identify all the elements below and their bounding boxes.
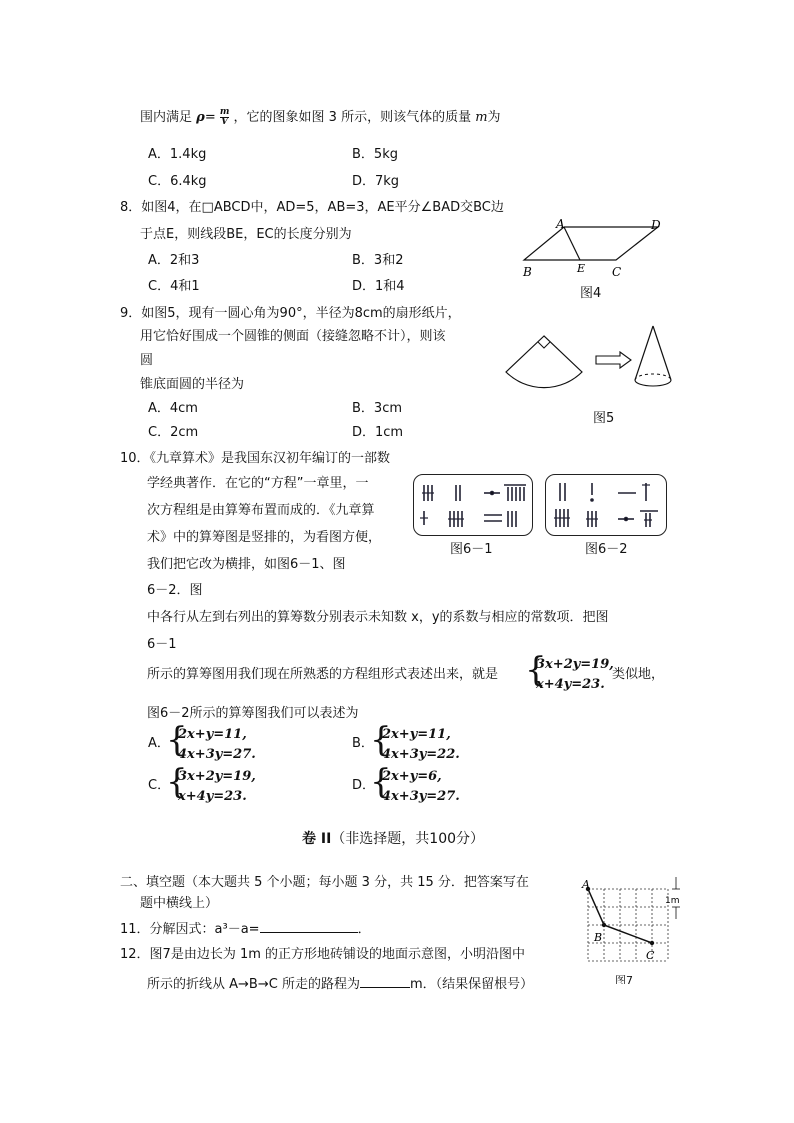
sector-cone-figure	[500, 322, 680, 402]
q11-text: 11．分解因式：a³－a=	[120, 922, 260, 937]
q12-answer-blank[interactable]	[360, 975, 410, 988]
density-fraction	[220, 108, 230, 127]
option-d-brace: {	[370, 762, 392, 802]
q8-line-2: 于点E，则线段BE，EC的长度分别为	[140, 227, 352, 242]
figure-5-caption: 图5	[593, 411, 615, 426]
mass-symbol: m	[475, 110, 488, 125]
q7-stem-end: 为	[487, 110, 501, 125]
q7-stem-pre: 围内满足	[140, 110, 193, 125]
q10-line-2: 学经典著作．在它的“方程”一章里，一	[147, 476, 369, 491]
tile-grid-figure	[580, 875, 690, 975]
label-d: D	[651, 218, 661, 232]
q9-line-2: 用它恰好围成一个圆锥的侧面（接缝忽略不计），则该	[140, 329, 446, 344]
fraction-numerator: m	[219, 107, 230, 117]
given-system-brace: {	[525, 650, 547, 690]
q7-option-d: D．7kg	[352, 174, 400, 189]
label-e: E	[577, 262, 586, 275]
q10-line-3: 次方程组是由算筹布置而成的．《九章算	[147, 503, 375, 518]
q10-line-7: 中各行从左到右列出的算筹数分别表示未知数 x，y的系数与相应的常数项．把图	[147, 610, 609, 625]
q8-line-1: 8．如图4，在□ABCD中，AD=5，AB=3，AE平分∠BAD交BC边	[120, 200, 504, 215]
figure-6-1-caption: 图6－1	[450, 542, 493, 557]
option-a-eq2: 4x+3y=27.	[178, 747, 256, 762]
q8-option-a: A．2和3	[148, 253, 200, 268]
option-c-eq1: 3x+2y=19,	[178, 769, 256, 784]
q10-option-d-label: D．	[352, 778, 376, 793]
q10-option-b-label: B．	[352, 736, 374, 751]
part-2-heading-rest: （非选择题，共100分）	[331, 831, 485, 847]
q9-line-3: 圆	[140, 353, 154, 368]
q10-option-c-label: C．	[148, 778, 171, 793]
option-d-eq2: 4x+3y=27.	[382, 789, 460, 804]
q12-line-1: 12．图7是由边长为 1m 的正方形地砖铺设的地面示意图，小明沿图中	[120, 947, 526, 962]
q11-answer-blank[interactable]	[260, 920, 358, 933]
option-b-brace: {	[370, 720, 392, 760]
fraction-denominator: V	[221, 117, 229, 127]
section-2-line-1: 二、填空题（本大题共 5 个小题；每小题 3 分，共 15 分．把答案写在	[120, 875, 529, 890]
grid-label-a: A	[582, 878, 590, 891]
label-a: A	[556, 217, 565, 231]
q10-line-5: 我们把它改为横排，如图6－1、图	[147, 557, 346, 572]
q10-line-9: 所示的算筹图用我们现在所熟悉的方程组形式表述出来，就是	[147, 667, 499, 682]
q7-option-c: C．6.4kg	[148, 174, 207, 189]
q7-option-a: A．1.4kg	[148, 147, 207, 162]
counting-rod-figure-6-2	[545, 474, 667, 536]
q10-line-1: 10．《九章算术》是我国东汉初年编订的一部数	[120, 451, 391, 466]
q7-stem	[140, 108, 501, 127]
q9-option-d: D．1cm	[352, 425, 404, 440]
q7-stem-post: ，它的图象如图 3 所示，则该气体的质量	[233, 110, 472, 125]
label-b: B	[523, 265, 532, 279]
figure-6-2-caption: 图6－2	[585, 542, 628, 557]
given-equation-1: 3x+2y=19,	[536, 657, 614, 672]
q12-line-2a: 所示的折线从 A→B→C 所走的路程为	[147, 977, 360, 992]
section-2-line-2: 题中横线上）	[140, 896, 219, 911]
part-2-heading	[302, 830, 484, 848]
grid-label-c: C	[646, 949, 655, 962]
q7-option-b: B．5kg	[352, 147, 398, 162]
figure-7-caption: 图7	[615, 974, 633, 984]
given-equation-2: x+4y=23.	[536, 677, 605, 692]
option-a-eq1: 2x+y=11,	[178, 727, 247, 742]
q9-option-b: B．3cm	[352, 401, 403, 416]
q9-option-a: A．4cm	[148, 401, 198, 416]
q10-line-6: 6－2．图	[147, 583, 203, 598]
option-c-eq2: x+4y=23.	[178, 789, 247, 804]
q8-option-c: C．4和1	[148, 279, 200, 294]
option-b-eq1: 2x+y=11,	[382, 727, 451, 742]
scale-label: 1m	[665, 896, 680, 906]
q12-line-2	[147, 975, 533, 994]
part-2-heading-bold: 卷 II	[302, 831, 332, 847]
q10-line-10: 图6－2所示的算筹图我们可以表述为	[147, 706, 359, 721]
rho-symbol: ρ	[196, 110, 205, 125]
q11-end: ．	[357, 922, 371, 937]
q12-line-2b: m．（结果保留根号）	[409, 977, 534, 992]
q9-option-c: C．2cm	[148, 425, 199, 440]
q10-line-8: 6－1	[147, 637, 177, 652]
q10-line-9-end: 类似地，	[612, 667, 665, 682]
q10-option-a-label: A．	[148, 736, 170, 751]
equals-sign: =	[204, 110, 216, 125]
q11-line	[120, 920, 371, 939]
parallelogram-figure	[520, 215, 690, 285]
option-d-eq1: 2x+y=6,	[382, 769, 442, 784]
figure-4-caption: 图4	[580, 286, 602, 301]
option-a-brace: {	[166, 720, 188, 760]
grid-label-b: B	[594, 931, 603, 944]
option-b-eq2: 4x+3y=22.	[382, 747, 460, 762]
option-c-brace: {	[166, 762, 188, 802]
q8-option-d: D．1和4	[352, 279, 405, 294]
q10-line-4: 术》中的算筹图是竖排的，为看图方便，	[147, 530, 382, 545]
counting-rod-figure-6-1	[413, 474, 533, 536]
label-c: C	[612, 265, 622, 279]
q8-option-b: B．3和2	[352, 253, 404, 268]
q9-line-1: 9．如图5，现有一圆心角为90°，半径为8cm的扇形纸片，	[120, 306, 461, 321]
q9-line-4: 锥底面圆的半径为	[140, 377, 245, 392]
